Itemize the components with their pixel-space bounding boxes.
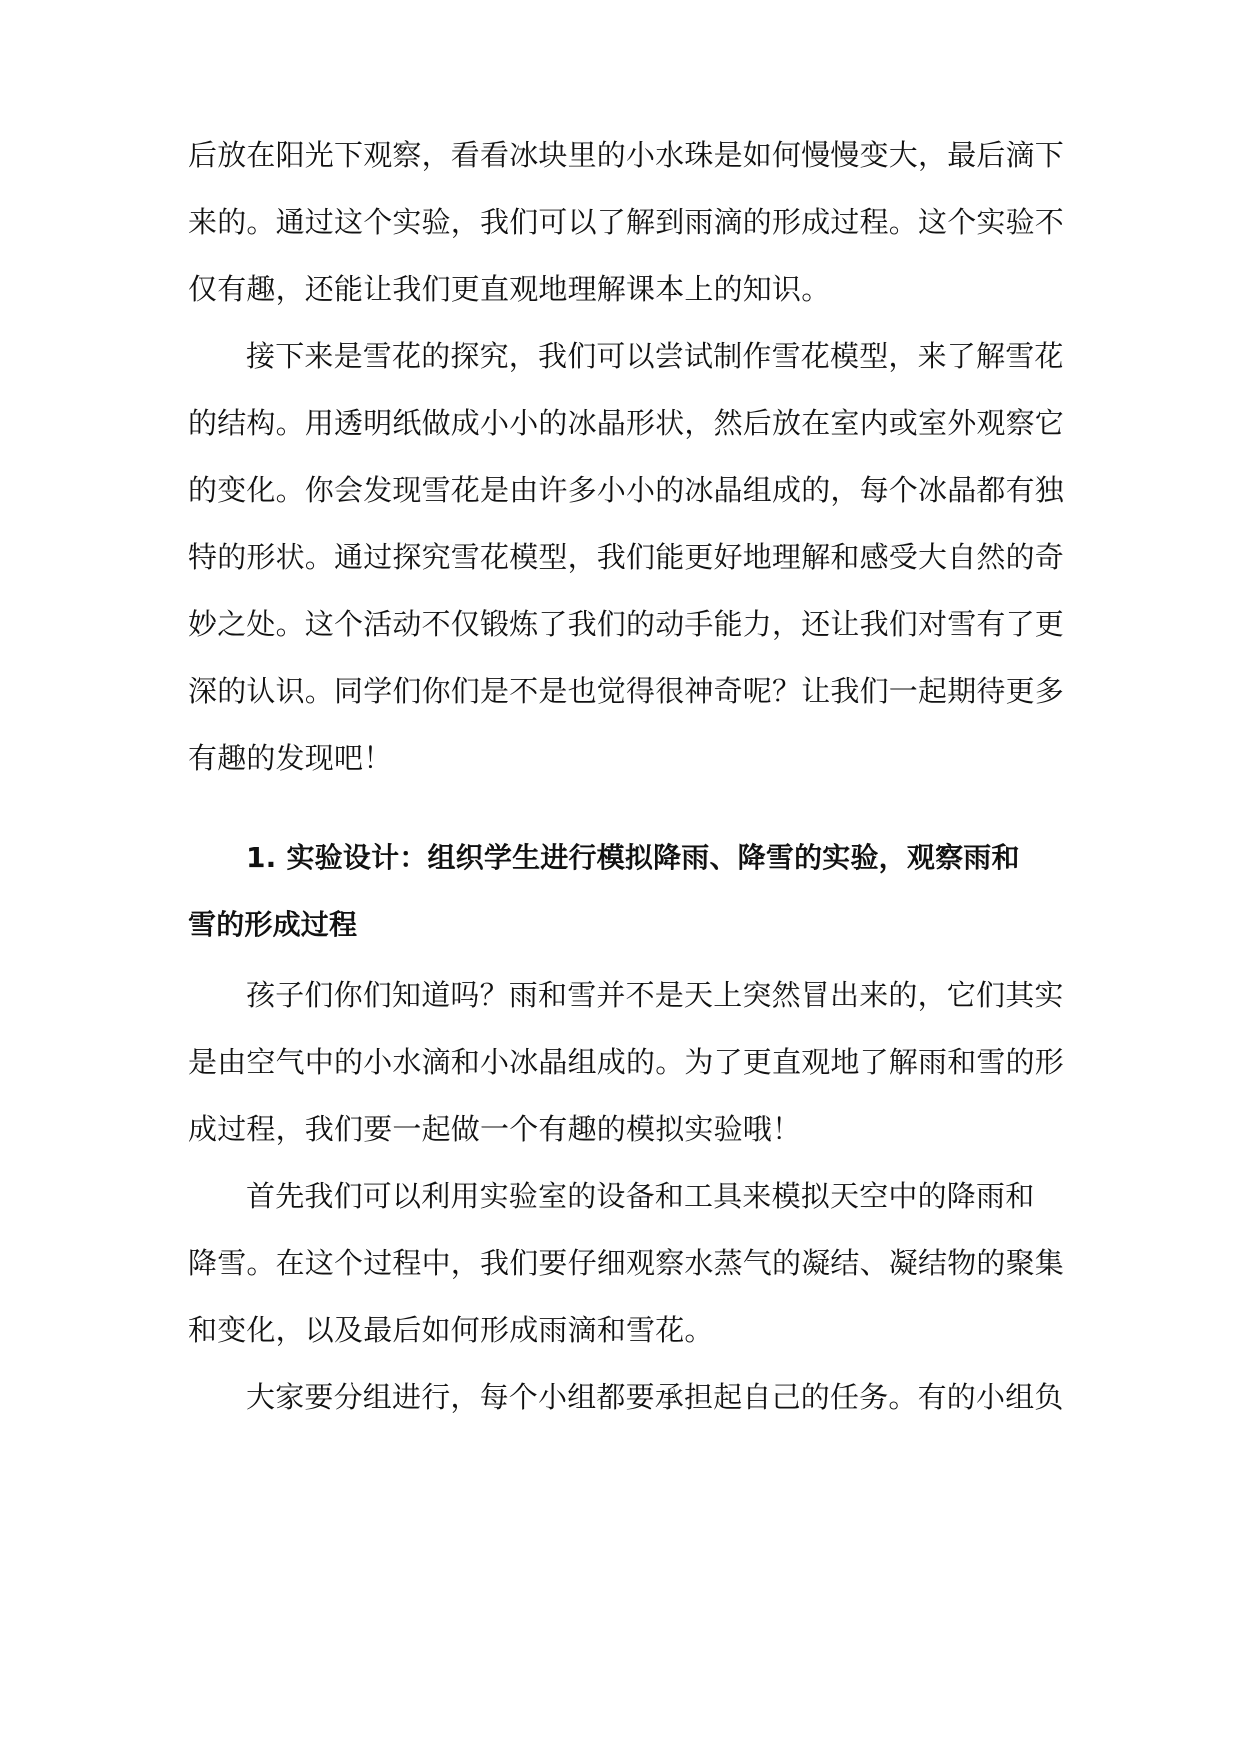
paragraph-line: 接下来是雪花的探究，我们可以尝试制作雪花模型，来了解雪花: [246, 339, 1064, 373]
paragraph-line: 妙之处。这个活动不仅锻炼了我们的动手能力，还让我们对雪有了更: [188, 607, 1065, 641]
paragraph-line: 深的认识。同学们你们是不是也觉得很神奇呢？让我们一起期待更多: [188, 674, 1065, 708]
paragraph-line: 成过程，我们要一起做一个有趣的模拟实验哦！: [188, 1112, 802, 1146]
heading-line: 1. 实验设计：组织学生进行模拟降雨、降雪的实验，观察雨和: [246, 841, 1020, 874]
paragraph-line: 的变化。你会发现雪花是由许多小小的冰晶组成的，每个冰晶都有独: [188, 473, 1065, 507]
paragraph-line: 后放在阳光下观察，看看冰块里的小水珠是如何慢慢变大，最后滴下: [188, 138, 1065, 172]
paragraph-line: 来的。通过这个实验，我们可以了解到雨滴的形成过程。这个实验不: [188, 205, 1065, 239]
paragraph-line: 的结构。用透明纸做成小小的冰晶形状，然后放在室内或室外观察它: [188, 406, 1065, 440]
paragraph-line: 降雪。在这个过程中，我们要仔细观察水蒸气的凝结、凝结物的聚集: [188, 1246, 1065, 1280]
paragraph-line: 仅有趣，还能让我们更直观地理解课本上的知识。: [188, 272, 831, 306]
paragraph-line: 有趣的发现吧！: [188, 741, 393, 775]
paragraph-line: 是由空气中的小水滴和小冰晶组成的。为了更直观地了解雨和雪的形: [188, 1045, 1065, 1079]
paragraph-line: 首先我们可以利用实验室的设备和工具来模拟天空中的降雨和: [246, 1179, 1035, 1213]
heading-line: 雪的形成过程: [188, 908, 358, 941]
paragraph-line: 和变化，以及最后如何形成雨滴和雪花。: [188, 1313, 714, 1347]
paragraph-line: 特的形状。通过探究雪花模型，我们能更好地理解和感受大自然的奇: [188, 540, 1065, 574]
paragraph-line: 孩子们你们知道吗？雨和雪并不是天上突然冒出来的，它们其实: [246, 978, 1064, 1012]
paragraph-line: 大家要分组进行，每个小组都要承担起自己的任务。有的小组负: [246, 1380, 1064, 1414]
